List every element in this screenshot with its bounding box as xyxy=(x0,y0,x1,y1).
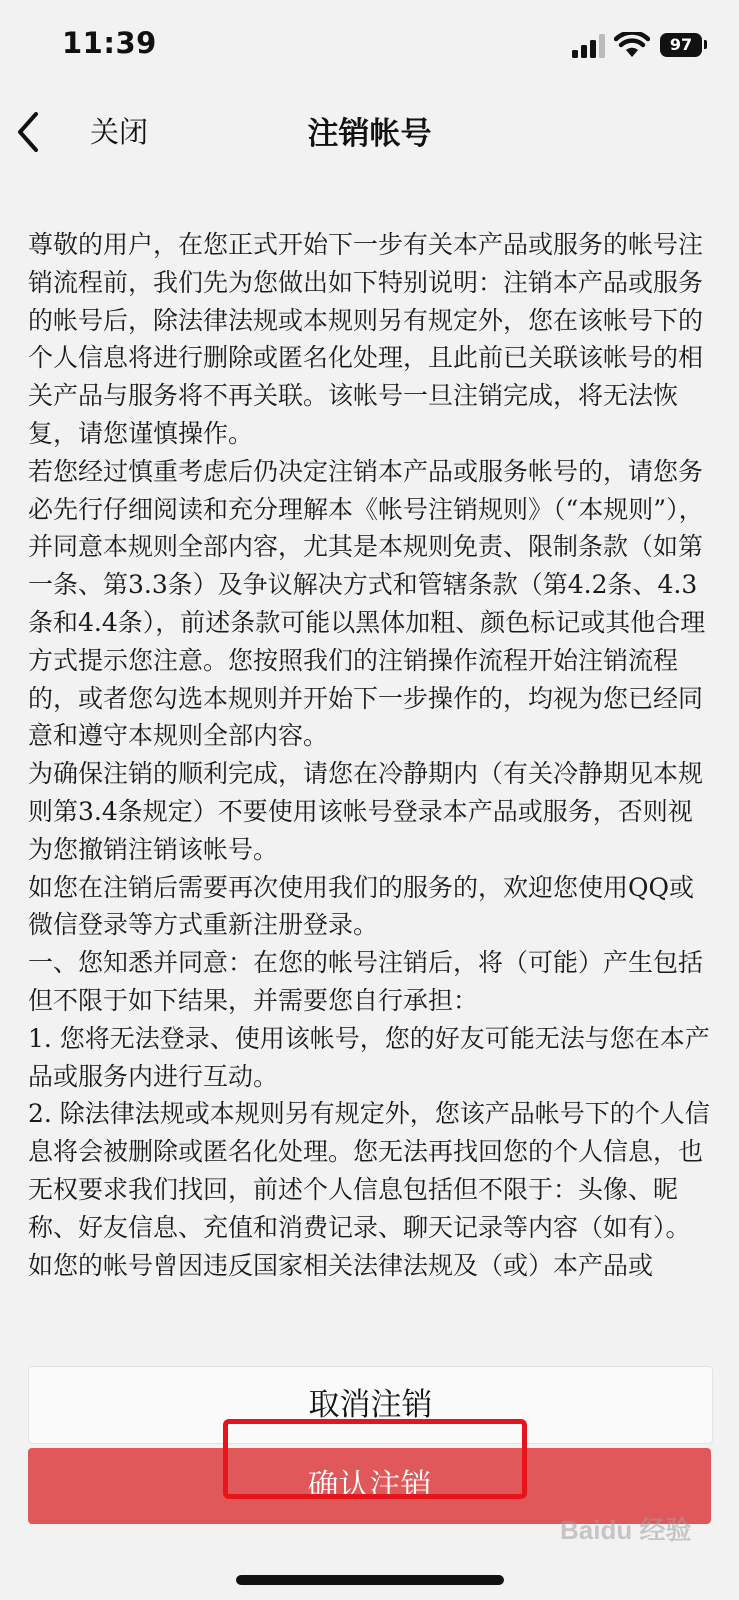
confirm-deletion-button[interactable]: 确认注销 xyxy=(28,1448,711,1524)
battery-level: 97 xyxy=(669,35,693,54)
agreement-paragraph: 若您经过慎重考虑后仍决定注销本产品或服务帐号的，请您务必先行仔细阅读和充分理解本《帐号注销规则》（“本规则”），并同意本规则全部内容，尤其是本规则免责、限制条款（如第一条、第3.3条）及争议解决方式和管辖条款（第4.2条、4.3条和4.4条），前述条款可能以黑体加粗、颜色标记或其他合理方式提示您注意。您按照我们的注销操作流程开始注销流程的，或者您勾选本规则并开始下一步操作的，均视为您已经同意和遵守本规则全部内容。 xyxy=(28,456,706,751)
baidu-watermark xyxy=(560,1510,730,1570)
agreement-paragraph: 为确保注销的顺利完成，请您在冷静期内（有关冷静期见本规则第3.4条规定）不要使用该帐号登录本产品或服务，否则视为您撤销注销该帐号。 xyxy=(28,759,704,864)
agreement-paragraph: 2. 除法律法规或本规则另有规定外，您该产品帐号下的个人信息将会被删除或匿名化处理。您无法再找回您的个人信息，也无权要求我们找回，前述个人信息包括但不限于：头像、昵称、好友信息、充值和消费记录、聊天记录等内容（如有）。 xyxy=(28,1099,710,1242)
cancel-deletion-button[interactable]: 取消注销 xyxy=(28,1366,713,1444)
agreement-paragraph: 1. 您将无法登录、使用该帐号，您的好友可能无法与您在本产品或服务内进行互动。 xyxy=(28,1023,710,1091)
battery-tip xyxy=(704,40,707,49)
close-link[interactable]: 关闭 xyxy=(90,115,149,149)
nav-bar xyxy=(0,92,739,172)
watermark-text: Baidu 经验 xyxy=(560,1515,692,1545)
wifi-icon xyxy=(614,32,650,58)
page-title: 注销帐号 xyxy=(307,116,432,152)
status-time: 11:39 xyxy=(62,26,157,60)
agreement-paragraph: 如您的帐号曾因违反国家相关法律法规及（或）本产品或 xyxy=(28,1250,654,1280)
agreement-paragraph: 一、您知悉并同意：在您的帐号注销后，将（可能）产生包括但不限于如下结果，并需要您自行承担： xyxy=(28,948,704,1015)
status-bar xyxy=(0,0,739,92)
agreement-paragraph: 尊敬的用户，在您正式开始下一步有关本产品或服务的帐号注销流程前，我们先为您做出如下特别说明：注销本产品或服务的帐号后，除法律法规或本规则另有规定外，您在该帐号下的个人信息将进行删除或匿名化处理，且此前已关联该帐号的相关产品与服务将不再关联。该帐号一旦注销完成，将无法恢复，请您谨慎操作。 xyxy=(28,230,704,448)
battery-icon xyxy=(660,33,702,57)
agreement-text[interactable] xyxy=(28,226,711,1330)
cellular-signal-icon xyxy=(572,34,606,58)
home-indicator[interactable] xyxy=(236,1575,504,1585)
agreement-paragraph: 如您在注销后需要再次使用我们的服务的，欢迎您使用QQ或微信登录等方式重新注册登录。 xyxy=(28,872,694,940)
